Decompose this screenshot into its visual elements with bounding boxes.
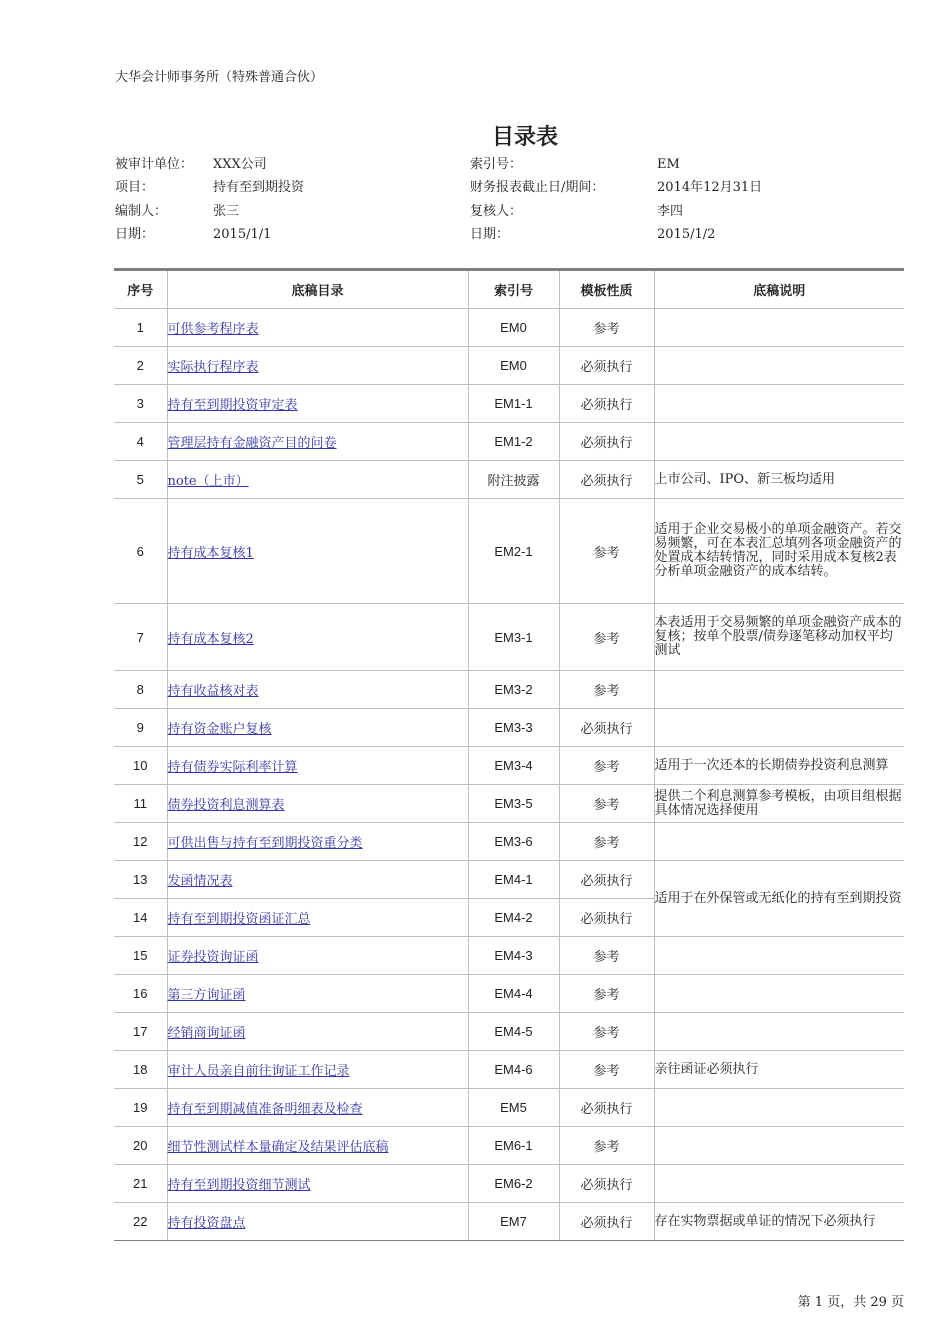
index-number: EM4-4 bbox=[468, 975, 559, 1013]
row-number: 10 bbox=[114, 747, 167, 785]
workpaper-description bbox=[654, 1165, 904, 1203]
template-nature: 参考 bbox=[559, 1127, 654, 1165]
workpaper-cell bbox=[167, 785, 468, 823]
index-number: EM5 bbox=[468, 1089, 559, 1127]
workpaper-cell bbox=[167, 1013, 468, 1051]
workpaper-link[interactable]: 持有至到期投资细节测试 bbox=[167, 1178, 311, 1193]
workpaper-link[interactable]: 持有债券实际利率计算 bbox=[167, 760, 298, 775]
workpaper-link[interactable]: 持有成本复核2 bbox=[167, 631, 254, 647]
workpaper-cell bbox=[167, 1165, 468, 1203]
row-number: 6 bbox=[114, 499, 167, 604]
table-row bbox=[114, 1165, 904, 1203]
workpaper-description: 存在实物票据或单证的情况下必须执行 bbox=[654, 1203, 904, 1241]
date-value: 2015/1/1 bbox=[213, 227, 272, 242]
table-row bbox=[114, 604, 904, 671]
row-number: 2 bbox=[114, 347, 167, 385]
row-number: 17 bbox=[114, 1013, 167, 1051]
table-row bbox=[114, 499, 904, 604]
header-desc: 底稿说明 bbox=[654, 270, 904, 309]
client-label: 被审计单位： bbox=[115, 157, 194, 172]
row-number: 8 bbox=[114, 671, 167, 709]
table-row bbox=[114, 1051, 904, 1089]
workpaper-description bbox=[654, 309, 904, 347]
review-date-value: 2015/1/2 bbox=[657, 227, 716, 242]
template-nature: 必须执行 bbox=[559, 423, 654, 461]
workpaper-description: 提供二个利息测算参考模板，由项目组根据具体情况选择使用 bbox=[654, 785, 904, 823]
catalog-table bbox=[114, 268, 904, 1241]
row-number: 19 bbox=[114, 1089, 167, 1127]
table-header-row bbox=[114, 270, 904, 309]
workpaper-link[interactable]: 证券投资询证函 bbox=[167, 950, 259, 965]
index-value: EM bbox=[657, 157, 680, 172]
workpaper-link[interactable]: 审计人员亲自前往询证工作记录 bbox=[167, 1064, 350, 1079]
workpaper-cell bbox=[167, 747, 468, 785]
table-row bbox=[114, 823, 904, 861]
workpaper-description bbox=[654, 937, 904, 975]
table-row bbox=[114, 1089, 904, 1127]
template-nature: 参考 bbox=[559, 785, 654, 823]
page-footer: 第 1 页，共 29 页 bbox=[797, 1295, 904, 1310]
header-index: 索引号 bbox=[468, 270, 559, 309]
workpaper-cell bbox=[167, 461, 468, 499]
template-nature: 必须执行 bbox=[559, 1089, 654, 1127]
index-number: EM0 bbox=[468, 309, 559, 347]
template-nature: 必须执行 bbox=[559, 861, 654, 899]
project-label: 项目： bbox=[115, 180, 155, 195]
template-nature: 必须执行 bbox=[559, 1203, 654, 1241]
workpaper-link[interactable]: 管理层持有金融资产目的问卷 bbox=[167, 436, 337, 451]
workpaper-cell bbox=[167, 937, 468, 975]
row-number: 18 bbox=[114, 1051, 167, 1089]
workpaper-link[interactable]: 实际执行程序表 bbox=[167, 360, 259, 375]
template-nature: 必须执行 bbox=[559, 1165, 654, 1203]
preparer-label: 编制人： bbox=[115, 204, 168, 219]
index-number: EM7 bbox=[468, 1203, 559, 1241]
workpaper-cell bbox=[167, 1127, 468, 1165]
row-number: 21 bbox=[114, 1165, 167, 1203]
row-number: 13 bbox=[114, 861, 167, 899]
workpaper-cell bbox=[167, 309, 468, 347]
workpaper-description bbox=[654, 1013, 904, 1051]
index-number: EM4-1 bbox=[468, 861, 559, 899]
workpaper-description: 适用于在外保管或无纸化的持有至到期投资 bbox=[654, 861, 904, 937]
header-name: 底稿目录 bbox=[167, 270, 468, 309]
table-row bbox=[114, 423, 904, 461]
table-row bbox=[114, 671, 904, 709]
template-nature: 必须执行 bbox=[559, 709, 654, 747]
workpaper-description: 适用于一次还本的长期债券投资利息测算 bbox=[654, 747, 904, 785]
index-number: EM4-3 bbox=[468, 937, 559, 975]
template-nature: 参考 bbox=[559, 499, 654, 604]
index-number: EM3-5 bbox=[468, 785, 559, 823]
index-number: EM1-2 bbox=[468, 423, 559, 461]
client-value: XXX公司 bbox=[213, 157, 267, 172]
workpaper-description bbox=[654, 347, 904, 385]
template-nature: 必须执行 bbox=[559, 385, 654, 423]
table-row bbox=[114, 309, 904, 347]
workpaper-cell bbox=[167, 347, 468, 385]
table-row bbox=[114, 975, 904, 1013]
table-row bbox=[114, 347, 904, 385]
workpaper-cell bbox=[167, 1051, 468, 1089]
row-number: 3 bbox=[114, 385, 167, 423]
reviewer-value: 李四 bbox=[657, 204, 684, 219]
row-number: 14 bbox=[114, 899, 167, 937]
index-number: EM4-6 bbox=[468, 1051, 559, 1089]
workpaper-cell bbox=[167, 899, 468, 937]
index-number: EM2-1 bbox=[468, 499, 559, 604]
period-label: 财务报表截止日/期间： bbox=[470, 180, 605, 195]
workpaper-description: 适用于企业交易极小的单项金融资产。若交易频繁，可在本表汇总填列各项金融资产的处置成本结转情况，同时采用成本复核2表分析单项金融资产的成本结转。 bbox=[654, 499, 904, 604]
row-number: 16 bbox=[114, 975, 167, 1013]
table-row bbox=[114, 937, 904, 975]
template-nature: 参考 bbox=[559, 823, 654, 861]
template-nature: 参考 bbox=[559, 604, 654, 671]
template-nature: 参考 bbox=[559, 747, 654, 785]
table-row bbox=[114, 861, 904, 899]
workpaper-description bbox=[654, 385, 904, 423]
row-number: 4 bbox=[114, 423, 167, 461]
workpaper-description: 亲往函证必须执行 bbox=[654, 1051, 904, 1089]
project-value: 持有至到期投资 bbox=[213, 180, 305, 195]
template-nature: 必须执行 bbox=[559, 899, 654, 937]
table-row bbox=[114, 1203, 904, 1241]
workpaper-cell bbox=[167, 975, 468, 1013]
workpaper-link[interactable]: 持有至到期投资审定表 bbox=[167, 398, 298, 413]
index-number: EM3-1 bbox=[468, 604, 559, 671]
workpaper-description bbox=[654, 423, 904, 461]
table-row bbox=[114, 385, 904, 423]
table-row bbox=[114, 709, 904, 747]
workpaper-cell bbox=[167, 671, 468, 709]
reviewer-label: 复核人： bbox=[470, 204, 523, 219]
workpaper-cell bbox=[167, 1203, 468, 1241]
index-label: 索引号： bbox=[470, 157, 523, 172]
row-number: 9 bbox=[114, 709, 167, 747]
workpaper-description bbox=[654, 671, 904, 709]
workpaper-cell bbox=[167, 823, 468, 861]
header-nature: 模板性质 bbox=[559, 270, 654, 309]
template-nature: 必须执行 bbox=[559, 347, 654, 385]
workpaper-cell bbox=[167, 499, 468, 604]
workpaper-description bbox=[654, 823, 904, 861]
index-number: EM0 bbox=[468, 347, 559, 385]
review-date-label: 日期： bbox=[470, 227, 510, 242]
workpaper-link[interactable]: note（上市） bbox=[167, 474, 249, 489]
table-row bbox=[114, 747, 904, 785]
workpaper-link[interactable]: 持有至到期减值准备明细表及检查 bbox=[167, 1102, 363, 1117]
workpaper-cell bbox=[167, 709, 468, 747]
preparer-value: 张三 bbox=[213, 204, 240, 219]
template-nature: 参考 bbox=[559, 937, 654, 975]
row-number: 22 bbox=[114, 1203, 167, 1241]
row-number: 15 bbox=[114, 937, 167, 975]
workpaper-link[interactable]: 发函情况表 bbox=[167, 874, 233, 889]
table-row bbox=[114, 1013, 904, 1051]
workpaper-description: 上市公司、IPO、新三板均适用 bbox=[654, 461, 904, 499]
workpaper-cell bbox=[167, 604, 468, 671]
header-no: 序号 bbox=[114, 270, 167, 309]
workpaper-description bbox=[654, 1127, 904, 1165]
template-nature: 参考 bbox=[559, 1013, 654, 1051]
workpaper-description bbox=[654, 1089, 904, 1127]
workpaper-cell bbox=[167, 385, 468, 423]
workpaper-link[interactable]: 持有资金账户复核 bbox=[167, 722, 272, 737]
workpaper-description: 本表适用于交易频繁的单项金融资产成本的复核；按单个股票/债券逐笔移动加权平均测试 bbox=[654, 604, 904, 671]
row-number: 11 bbox=[114, 785, 167, 823]
workpaper-cell bbox=[167, 1089, 468, 1127]
workpaper-link[interactable]: 债券投资利息测算表 bbox=[167, 798, 285, 813]
row-number: 7 bbox=[114, 604, 167, 671]
index-number: 附注披露 bbox=[468, 461, 559, 499]
workpaper-link[interactable]: 可供参考程序表 bbox=[167, 322, 259, 337]
table-row bbox=[114, 1127, 904, 1165]
row-number: 5 bbox=[114, 461, 167, 499]
index-number: EM3-6 bbox=[468, 823, 559, 861]
row-number: 12 bbox=[114, 823, 167, 861]
workpaper-description bbox=[654, 709, 904, 747]
index-number: EM3-2 bbox=[468, 671, 559, 709]
template-nature: 参考 bbox=[559, 975, 654, 1013]
template-nature: 参考 bbox=[559, 1051, 654, 1089]
workpaper-link[interactable]: 细节性测试样本量确定及结果评估底稿 bbox=[167, 1140, 389, 1155]
row-number: 20 bbox=[114, 1127, 167, 1165]
index-number: EM6-2 bbox=[468, 1165, 559, 1203]
table-row bbox=[114, 461, 904, 499]
template-nature: 必须执行 bbox=[559, 461, 654, 499]
firm-name: 大华会计师事务所（特殊普通合伙） bbox=[115, 70, 324, 85]
template-nature: 参考 bbox=[559, 671, 654, 709]
index-number: EM1-1 bbox=[468, 385, 559, 423]
period-value: 2014年12月31日 bbox=[657, 180, 763, 195]
workpaper-link[interactable]: 第三方询证函 bbox=[167, 988, 246, 1003]
workpaper-link[interactable]: 持有至到期投资函证汇总 bbox=[167, 912, 311, 927]
index-number: EM3-4 bbox=[468, 747, 559, 785]
page-title: 目录表 bbox=[491, 125, 558, 150]
workpaper-link[interactable]: 持有投资盘点 bbox=[167, 1216, 246, 1231]
date-label: 日期： bbox=[115, 227, 155, 242]
table-row bbox=[114, 785, 904, 823]
workpaper-link[interactable]: 经销商询证函 bbox=[167, 1026, 246, 1041]
workpaper-cell bbox=[167, 423, 468, 461]
index-number: EM4-2 bbox=[468, 899, 559, 937]
workpaper-link[interactable]: 可供出售与持有至到期投资重分类 bbox=[167, 836, 363, 851]
workpaper-description bbox=[654, 975, 904, 1013]
workpaper-cell bbox=[167, 861, 468, 899]
index-number: EM6-1 bbox=[468, 1127, 559, 1165]
workpaper-link[interactable]: 持有成本复核1 bbox=[167, 545, 254, 561]
index-number: EM3-3 bbox=[468, 709, 559, 747]
template-nature: 参考 bbox=[559, 309, 654, 347]
index-number: EM4-5 bbox=[468, 1013, 559, 1051]
workpaper-link[interactable]: 持有收益核对表 bbox=[167, 684, 259, 699]
row-number: 1 bbox=[114, 309, 167, 347]
